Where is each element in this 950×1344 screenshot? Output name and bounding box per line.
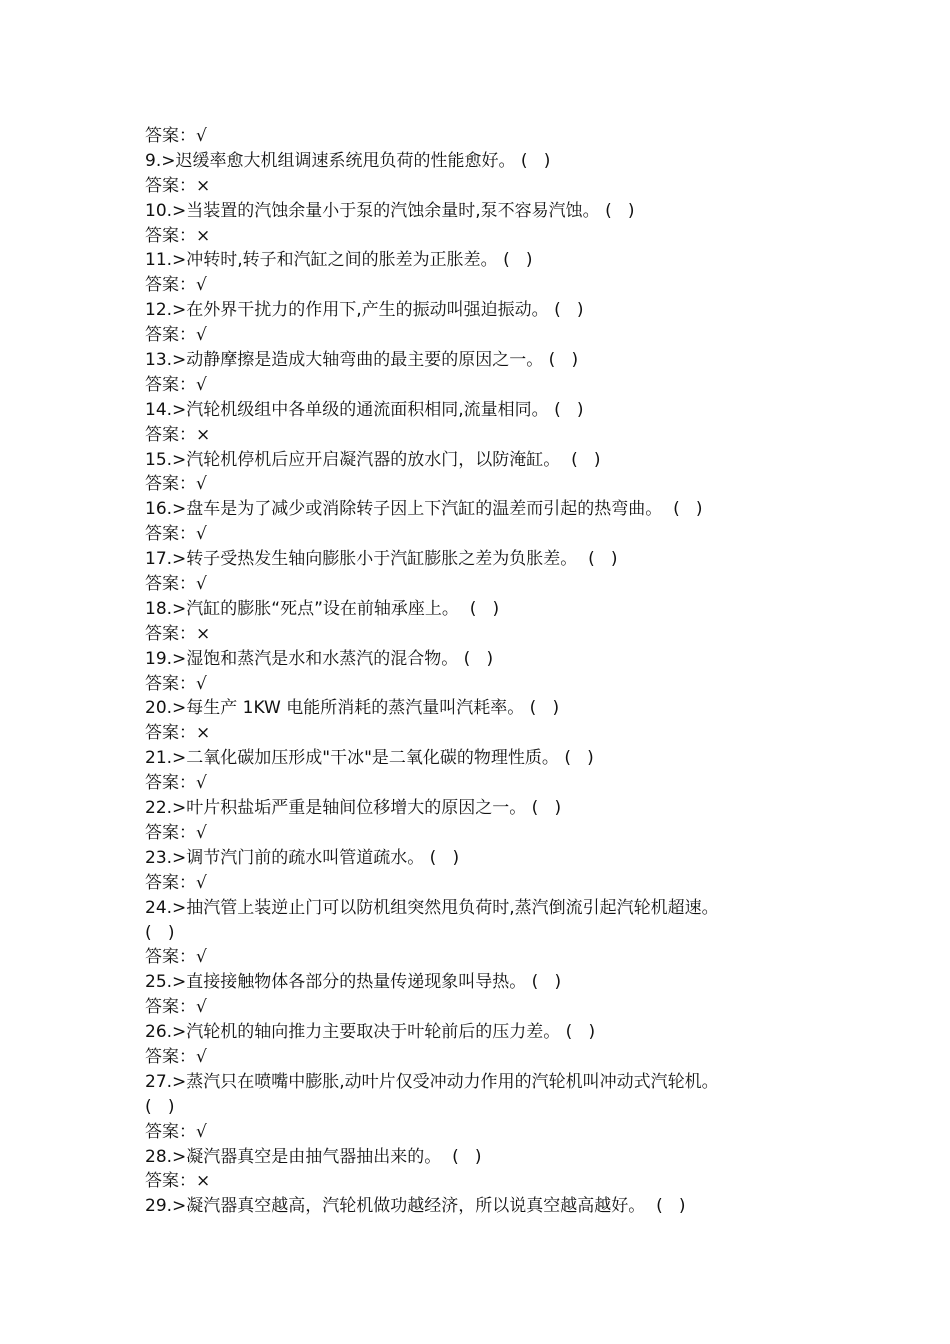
answer-line: 答案：√ [145, 997, 207, 1018]
question-line: 14.>汽轮机级组中各单级的通流面积相同,流量相同。 ( ) [145, 399, 584, 420]
question-line: 28.>凝汽器真空是由抽气器抽出来的。 ( ) [145, 1146, 482, 1167]
question-line: 19.>湿饱和蒸汽是水和水蒸汽的混合物。 ( ) [145, 648, 494, 669]
question-line: 18.>汽缸的膨胀“死点”设在前轴承座上。 ( ) [145, 598, 500, 619]
question-line: 16.>盘车是为了减少或消除转子因上下汽缸的温差而引起的热弯曲。 ( ) [145, 499, 703, 520]
answer-line: 答案：√ [145, 126, 207, 146]
question-line: 15.>汽轮机停机后应开启凝汽器的放水门，以防淹缸。 ( ) [145, 449, 601, 470]
answer-line: 答案：× [145, 723, 211, 744]
answer-line: 答案：√ [145, 872, 207, 893]
question-line: 29.>凝汽器真空越高，汽轮机做功越经济，所以说真空越高越好。 ( ) [145, 1196, 686, 1217]
answer-line: 答案：√ [145, 1046, 207, 1067]
answer-line: 答案：√ [145, 822, 207, 843]
question-line: 25.>直接接触物体各部分的热量传递现象叫导热。 ( ) [145, 972, 562, 993]
answer-line: 答案：√ [145, 374, 207, 395]
question-line: 21.>二氧化碳加压形成"干冰"是二氧化碳的物理性质。 ( ) [145, 748, 594, 769]
question-line-continuation: ( ) [145, 1096, 175, 1117]
answer-line: 答案：× [145, 175, 211, 196]
question-line: 12.>在外界干扰力的作用下,产生的振动叫强迫振动。 ( ) [145, 300, 584, 321]
question-line: 27.>蒸汽只在喷嘴中膨胀,动叶片仅受冲动力作用的汽轮机叫冲动式汽轮机。 [145, 1071, 719, 1092]
answer-line: 答案：√ [145, 1121, 207, 1142]
answer-line: 答案：√ [145, 524, 207, 545]
answer-line: 答案：√ [145, 474, 207, 495]
question-line: 17.>转子受热发生轴向膨胀小于汽缸膨胀之差为负胀差。 ( ) [145, 549, 618, 570]
question-line: 24.>抽汽管上装逆止门可以防机组突然甩负荷时,蒸汽倒流引起汽轮机超速。 [145, 897, 719, 918]
answer-line: 答案：√ [145, 673, 207, 694]
question-line: 20.>每生产 1KW 电能所消耗的蒸汽量叫汽耗率。 ( ) [145, 698, 560, 719]
question-line: 10.>当装置的汽蚀余量小于泵的汽蚀余量时,泵不容易汽蚀。 ( ) [145, 200, 635, 221]
answer-line: 答案：× [145, 1171, 211, 1192]
question-list [145, 124, 825, 1219]
answer-line: 答案：√ [145, 947, 207, 968]
answer-line: 答案：× [145, 623, 211, 644]
question-line: 9.>迟缓率愈大机组调速系统甩负荷的性能愈好。 ( ) [145, 150, 551, 171]
answer-line: 答案：× [145, 225, 211, 246]
answer-line: 答案：√ [145, 574, 207, 595]
answer-line: 答案：√ [145, 275, 207, 296]
question-line: 26.>汽轮机的轴向推力主要取决于叶轮前后的压力差。 ( ) [145, 1022, 596, 1043]
answer-line: 答案：× [145, 424, 211, 445]
answer-line: 答案：√ [145, 773, 207, 794]
question-line: 11.>冲转时,转子和汽缸之间的胀差为正胀差。 ( ) [145, 250, 533, 271]
question-line-continuation: ( ) [145, 922, 175, 943]
question-line: 13.>动静摩擦是造成大轴弯曲的最主要的原因之一。 ( ) [145, 350, 579, 371]
question-line: 23.>调节汽门前的疏水叫管道疏水。 ( ) [145, 847, 460, 868]
answer-line: 答案：√ [145, 325, 207, 346]
question-line: 22.>叶片积盐垢严重是轴间位移增大的原因之一。 ( ) [145, 798, 562, 819]
